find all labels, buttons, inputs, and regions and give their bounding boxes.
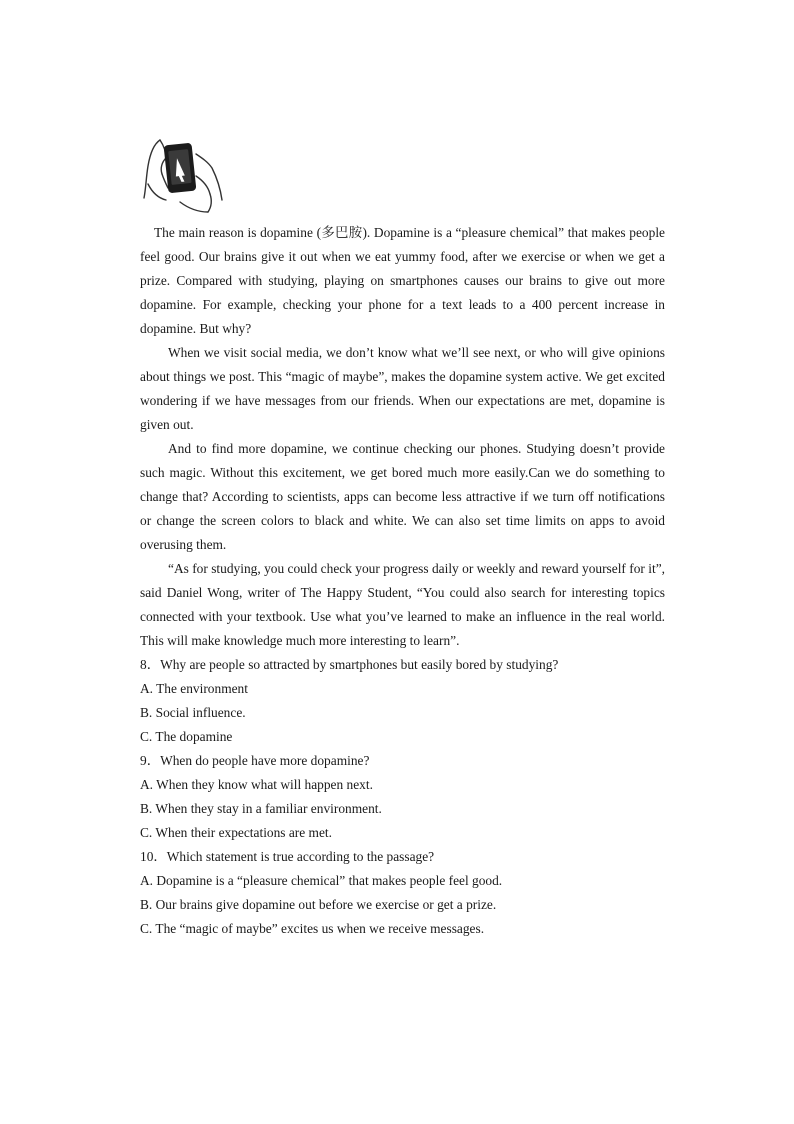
passage-paragraph-4: “As for studying, you could check your progress daily or weekly and reward yourself for it”, said Daniel Wong, writer of The Happy Student, “You could also search for interesting topics connected with your textbook. Use what you’ve learned to make an influence in the real world. This will make knowledge much more interesting to learn”. — [140, 561, 665, 648]
question-9-option-c: C. When their expectations are met. — [140, 825, 332, 840]
question-10-stem: 10．Which statement is true according to the passage? — [140, 849, 435, 864]
question-8-stem: 8．Why are people so attracted by smartphones but easily bored by studying? — [140, 657, 559, 672]
question-10-option-b: B. Our brains give dopamine out before we exercise or get a prize. — [140, 897, 497, 912]
article-content — [140, 221, 665, 941]
hands-holding-phone-illustration — [140, 136, 226, 216]
question-8-option-a: A. The environment — [140, 681, 248, 696]
question-10-option-a: A. Dopamine is a “pleasure chemical” that makes people feel good. — [140, 873, 503, 888]
question-8-option-b: B. Social influence. — [140, 705, 246, 720]
question-8-option-c: C. The dopamine — [140, 729, 233, 744]
question-9-stem: 9．When do people have more dopamine? — [140, 753, 370, 768]
question-10-option-c: C. The “magic of maybe” excites us when we receive messages. — [140, 921, 485, 936]
question-9-option-a: A. When they know what will happen next. — [140, 777, 373, 792]
passage-paragraph-1: The main reason is dopamine (多巴胺). Dopamine is a “pleasure chemical” that makes people feel good. Our brains give it out when we eat yummy food, after we exercise or when we get a prize. Compared with studying, playing on smartphones causes our brains to give out more dopamine. For example, checking your phone for a text leads to a 400 percent increase in dopamine. But why? — [140, 225, 665, 336]
passage-paragraph-3: And to find more dopamine, we continue checking our phones. Studying doesn’t provide such magic. Without this excitement, we get bored much more easily.Can we do something to change that? According to scientists, apps can become less attractive if we turn off notifications or change the screen colors to black and white. We can also set time limits on apps to avoid overusing them. — [140, 441, 665, 552]
passage-paragraph-2: When we visit social media, we don’t know what we’ll see next, or who will give opinions about things we post. This “magic of maybe”, makes the dopamine system active. We get excited wondering if we have messages from our friends. When our expectations are met, dopamine is given out. — [140, 345, 665, 432]
question-9-option-b: B. When they stay in a familiar environment. — [140, 801, 382, 816]
